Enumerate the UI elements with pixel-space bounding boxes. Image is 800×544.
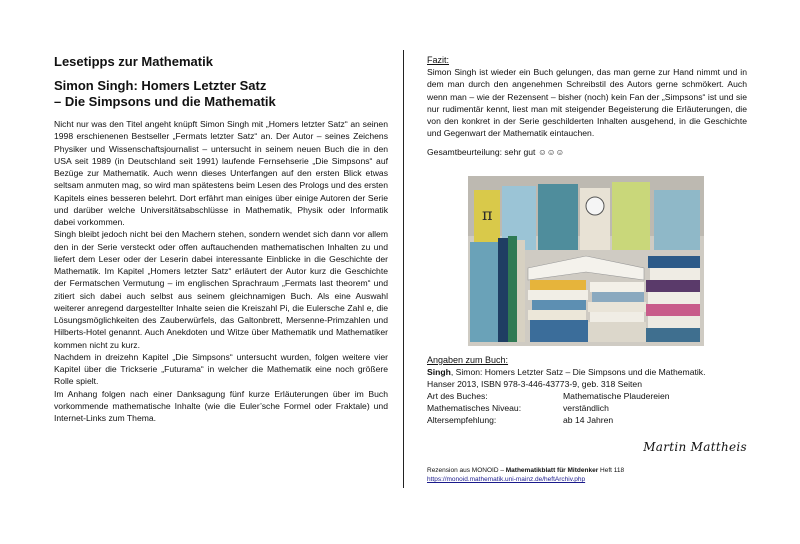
section-heading: Lesetipps zur Mathematik: [54, 54, 213, 69]
info-key: Mathematisches Niveau:: [427, 403, 522, 413]
book-stack-photo: [468, 176, 704, 346]
review-body: [54, 118, 388, 424]
book-info: [427, 354, 747, 426]
info-key: Altersempfehlung:: [427, 415, 497, 425]
info-row-age: [427, 414, 747, 426]
reviewer-signature: Martin Mattheis: [643, 440, 747, 454]
overall-rating: Gesamtbeurteilung: sehr gut ☺☺☺: [427, 146, 565, 157]
review-paragraph-2: Singh bleibt jedoch nicht bei den Machern stehen, sondern wendet sich dann vor allem den in der Serie versteckt oder offen auftauchenden mathematischen Inhalten zu und liefert dem Leser oder der Leserin dabei interessante Einblicke in die Geschichte der Mathematik. Im Kapitel „Homers letzter Satz“ erläutert der Autor kurz die Geschichte der Fermatschen Vermutung – im englischen Sprachraum „Fermats last theorem“ und zitiert sich dabei auch selbst aus seinem gleichnamigen Buch. Als eine Auswahl weiterer anregend dargestellter Inhalte seien die Kreiszahl Pi, die Eulersche Zahl e, die Lösungsmöglichkeiten des Zauberwürfels, das Galtonbrett, Mersenne-Primzahlen und Hilberts-Hotel genannt. Auch Anekdoten und Witze über Mathematik und Mathematiker kommen nicht zu kurz.: [54, 229, 388, 350]
book-publisher-line: Hanser 2013, ISBN 978-3-446-43773-9, geb. 318 Seiten: [427, 379, 642, 389]
book-stack-illustration: [468, 176, 704, 346]
book-citation: [427, 366, 747, 390]
review-right-column: [427, 54, 747, 483]
info-row-level: [427, 402, 747, 414]
book-title-line2: – Die Simpsons und die Mathematik: [54, 94, 276, 109]
review-left-column: [54, 54, 388, 424]
fazit-text: Simon Singh ist wieder ein Buch gelungen, das man gerne zur Hand nimmt und in dem man durch den angenehmen Schreibstil des Autors gerne schmökert. Auch wenn man – wie der Rezensent – bisher (noch) kein Fan der „Simpsons“ ist und sie nur rudimentär kennt, liest man mit steigender Begeisterung die Erläuterungen, die von den konkret in der Serie geschilderten Inhalten ausgehend, in die Geschichte und Gegenwart der Mathematik eintauchen.: [427, 67, 747, 139]
book-title: [54, 78, 388, 110]
book-title-line1: Simon Singh: Homers Letzter Satz: [54, 78, 267, 93]
info-value: verständlich: [563, 403, 609, 413]
review-paragraph-4: Im Anhang folgen nach einer Danksagung fünf kurze Erläuterungen über im Buch vorkommende mathematische Inhalte (wie die Euler’sche Formel oder Fraktale) und Internet-Links zum Thema.: [54, 388, 388, 423]
info-row-type: [427, 390, 747, 402]
book-info-label: Angaben zum Buch:: [427, 355, 509, 365]
review-paragraph-1: Nicht nur was den Titel angeht knüpft Simon Singh mit „Homers letzter Satz“ an seinen 1998 erschienenen Bestseller „Fermats letzter Satz“ an. Der Autor – seines Zeichens Physiker und Wissenschaftsjournalist – untersucht in seinem neuen Buch die in den USA seit 1989 (in Deutschland seit 1991) laufende Fernsehserie „Die Simpsons“ auf Bezüge zur Mathematik. Auch wenn dieses Unterfangen auf den ersten Blick etwas seltsam anmuten mag, so wird man spätestens beim Lesen des Prologs und des ersten Kapitels eines besseren belehrt. Dort erfährt man einiges über einige Autoren der Serie und darüber welche Universitätsabschlüsse in Mathematik, Physik oder Informatik dabei vorkommen.: [54, 119, 388, 227]
book-citation-rest: , Simon: Homers Letzter Satz – Die Simpsons und die Mathematik.: [450, 367, 706, 377]
info-value: Mathematische Plaudereien: [563, 391, 670, 401]
info-key: Art des Buches:: [427, 391, 488, 401]
info-value: ab 14 Jahren: [563, 415, 614, 425]
column-divider: [403, 50, 404, 488]
footer-prefix: Rezension aus MONOID –: [427, 467, 506, 474]
review-paragraph-3: Nachdem in dreizehn Kapitel „Die Simpsons“ untersucht wurden, folgen weitere vier Kapitel über die Trickserie „Futurama“ in welcher die Mathematik eine noch größere Rolle spielt.: [54, 351, 388, 387]
author-surname: Singh: [427, 367, 451, 377]
fazit-label: Fazit:: [427, 55, 450, 65]
footer-source: [427, 466, 624, 484]
footer-archive-link[interactable]: https://monoid.mathematik.uni-mainz.de/heftArchiv.php: [427, 476, 586, 483]
footer-magazine: Mathematikblatt für Mitdenker: [505, 467, 599, 474]
pi-symbol: π: [482, 205, 493, 224]
footer-issue: Heft 118: [598, 467, 625, 474]
